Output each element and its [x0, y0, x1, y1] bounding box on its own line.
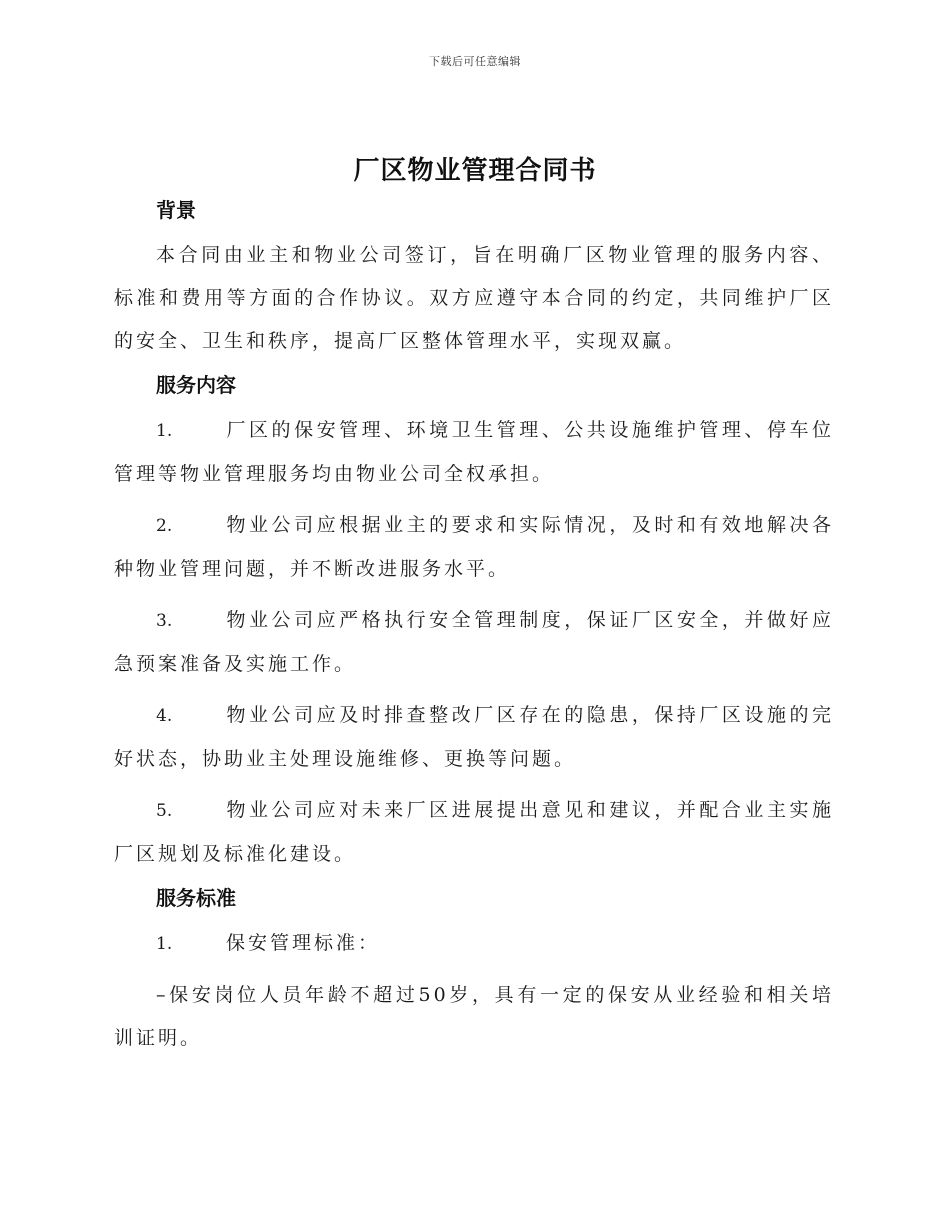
- standard-detail-paragraph: –保安岗位人员年龄不超过50岁，具有一定的保安从业经验和相关培训证明。: [114, 984, 834, 1049]
- section-heading-standards: 服务标准: [156, 886, 236, 910]
- list-number: 2.: [156, 516, 173, 536]
- list-text: 物业公司应及时排查整改厂区存在的隐患，保持厂区设施的完好状态，协助业主处理设施维修、更换等问题。: [114, 704, 834, 770]
- list-number: 4.: [156, 706, 173, 726]
- list-text: 保安管理标准：: [226, 932, 381, 954]
- section-heading-services: 服务内容: [156, 373, 236, 397]
- list-number: 1.: [156, 934, 173, 954]
- service-item: [114, 599, 834, 686]
- list-text: 物业公司应对未来厂区进展提出意见和建议，并配合业主实施厂区规划及标准化建设。: [114, 799, 834, 865]
- list-number: 5.: [156, 801, 173, 821]
- section-heading-background: 背景: [156, 198, 196, 222]
- document-title: 厂区物业管理合同书: [353, 156, 597, 186]
- service-item: [114, 694, 834, 781]
- list-text: 物业公司应根据业主的要求和实际情况，及时和有效地解决各种物业管理问题，并不断改进服务水平。: [114, 514, 834, 580]
- background-paragraph: 本合同由业主和物业公司签订，旨在明确厂区物业管理的服务内容、标准和费用等方面的合作协议。双方应遵守本合同的约定，共同维护厂区的安全、卫生和秩序，提高厂区整体管理水平，实现双赢。: [114, 244, 834, 352]
- list-number: 1.: [156, 421, 173, 441]
- list-number: 3.: [156, 611, 173, 631]
- document-body: [114, 196, 834, 1060]
- header-note: 下载后可任意编辑: [429, 55, 521, 68]
- service-item: [114, 504, 834, 591]
- standard-item: [114, 922, 834, 966]
- service-item: [114, 409, 834, 496]
- list-text: 物业公司应严格执行安全管理制度，保证厂区安全，并做好应急预案准备及实施工作。: [114, 609, 834, 675]
- service-item: [114, 789, 834, 876]
- list-text: 厂区的保安管理、环境卫生管理、公共设施维护管理、停车位管理等物业管理服务均由物业公司全权承担。: [114, 419, 834, 485]
